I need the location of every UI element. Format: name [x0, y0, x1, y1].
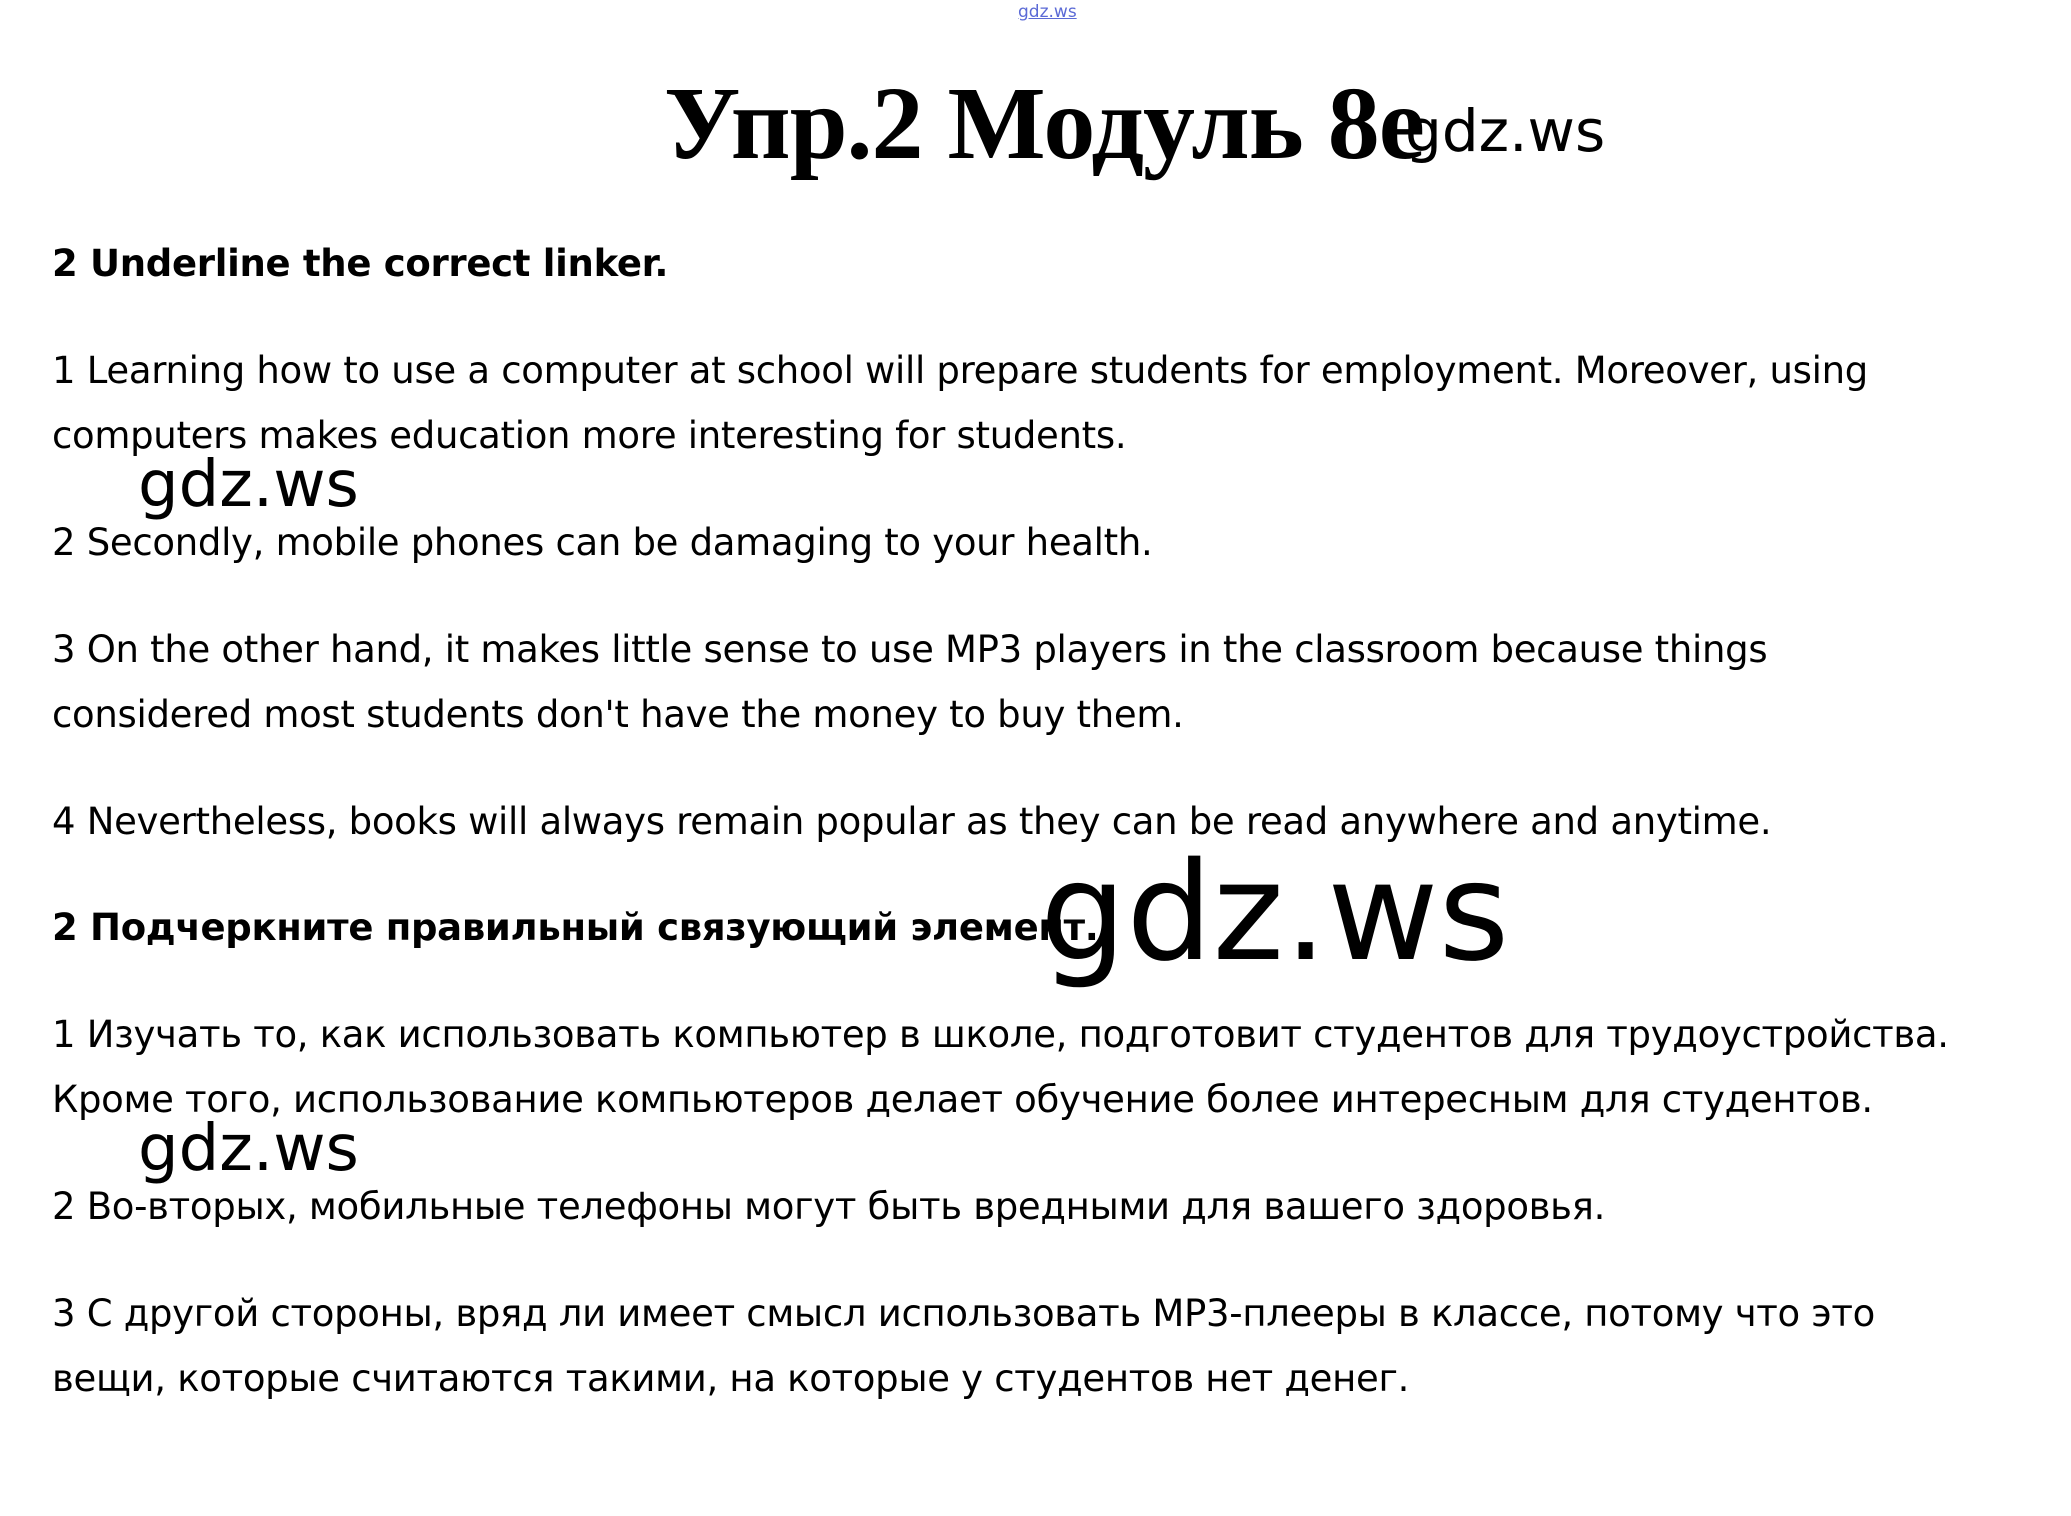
- site-link[interactable]: gdz.ws: [1018, 2, 1077, 22]
- russian-item-3-line-2: вещи, которые считаются такими, на которые у студентов нет денег.: [52, 1357, 1410, 1400]
- english-item-4: 4 Nevertheless, books will always remain popular as they can be read anywhere and anytime.: [52, 800, 1772, 843]
- watermark-large: gdz.ws: [1040, 834, 1510, 992]
- russian-item-3-line-1: 3 С другой стороны, вряд ли имеет смысл использовать MP3-плееры в классе, потому что это: [52, 1292, 1875, 1335]
- watermark: gdz.ws: [138, 1112, 359, 1186]
- russian-item-1-line-1: 1 Изучать то, как использовать компьютер в школе, подготовит студентов для трудоустройства.: [52, 1013, 1949, 1056]
- english-item-2: 2 Secondly, mobile phones can be damaging to your health.: [52, 521, 1153, 564]
- english-item-3-line-1: 3 On the other hand, it makes little sense to use MP3 players in the classroom because things: [52, 628, 1768, 671]
- russian-item-2: 2 Во-вторых, мобильные телефоны могут быть вредными для вашего здоровья.: [52, 1185, 1606, 1228]
- page-title: Упр.2 Модуль 8e: [664, 66, 1424, 181]
- english-task-heading: 2 Underline the correct linker.: [52, 242, 669, 285]
- english-item-1-line-2: computers makes education more interesting for students.: [52, 414, 1127, 457]
- russian-item-1-line-2: Кроме того, использование компьютеров делает обучение более интересным для студентов.: [52, 1078, 1873, 1121]
- english-item-1-line-1: 1 Learning how to use a computer at school will prepare students for employment. Moreover, using: [52, 349, 1868, 392]
- russian-task-heading: 2 Подчеркните правильный связующий элемент.: [52, 906, 1099, 949]
- english-item-3-line-2: considered most students don't have the money to buy them.: [52, 693, 1184, 736]
- watermark: gdz.ws: [138, 448, 359, 522]
- title-watermark: gdz.ws: [1405, 97, 1606, 165]
